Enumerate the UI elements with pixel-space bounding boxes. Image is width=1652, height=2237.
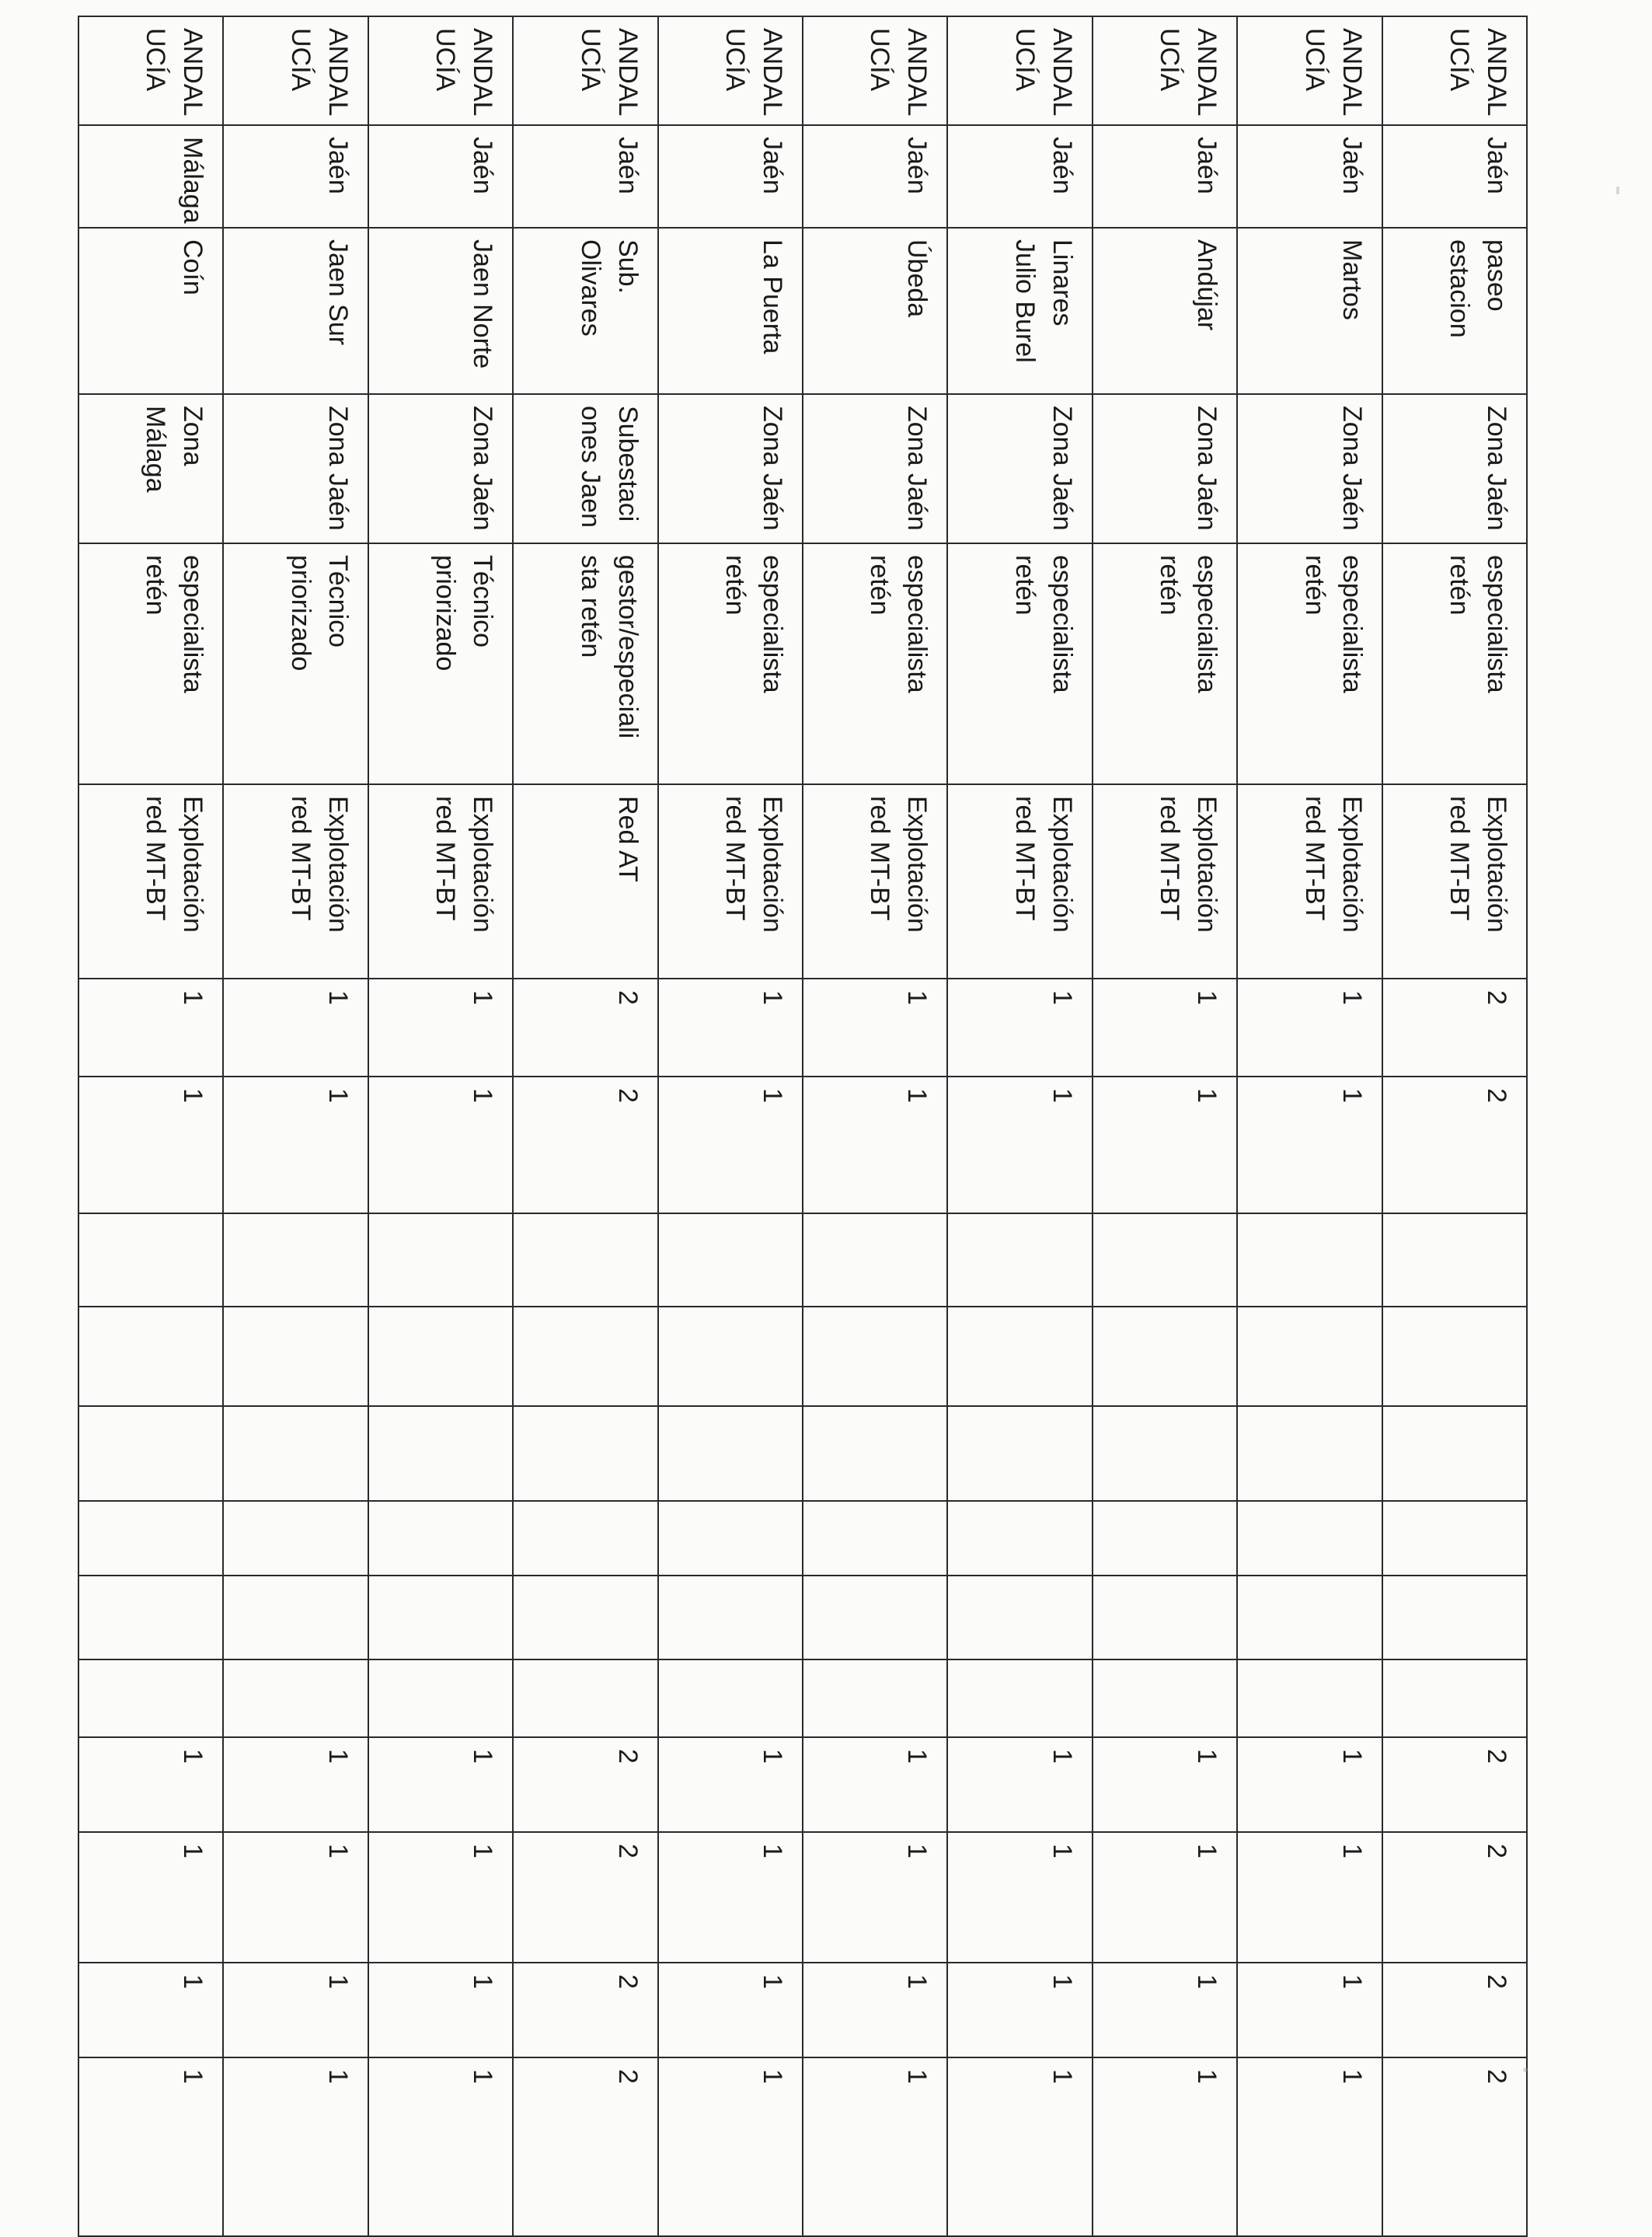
cell-area: Explotación red MT-BT	[947, 784, 1092, 979]
cell-e3	[223, 1406, 368, 1501]
cell-e1	[947, 1213, 1092, 1307]
cell-m3: 1	[1093, 1963, 1237, 2057]
cell-e3	[513, 1406, 657, 1501]
cell-region: ANDAL UCÍA	[1093, 16, 1237, 125]
cell-e4	[658, 1501, 803, 1576]
cell-m2: 1	[223, 1832, 368, 1963]
cell-m4: 1	[658, 2057, 803, 2236]
cell-e6	[1093, 1659, 1237, 1737]
cell-center: Linares Julio Burel	[947, 228, 1092, 394]
cell-region: ANDAL UCÍA	[803, 16, 947, 125]
table-row	[658, 16, 803, 2236]
cell-n1: 2	[1382, 979, 1527, 1077]
cell-e1	[513, 1213, 657, 1307]
cell-m2: 1	[803, 1832, 947, 1963]
cell-e4	[223, 1501, 368, 1576]
scan-speck	[1616, 187, 1619, 194]
table-row	[947, 16, 1092, 2236]
cell-province: Jaén	[658, 125, 803, 228]
cell-e6	[803, 1659, 947, 1737]
cell-e2	[1237, 1307, 1382, 1406]
cell-zone: Zona Jaén	[1237, 394, 1382, 543]
cell-e3	[368, 1406, 513, 1501]
cell-m4: 1	[223, 2057, 368, 2236]
cell-e4	[513, 1501, 657, 1576]
cell-e4	[947, 1501, 1092, 1576]
cell-center: paseo estacion	[1382, 228, 1527, 394]
cell-e6	[223, 1659, 368, 1737]
cell-n2: 1	[1237, 1077, 1382, 1213]
cell-e5	[368, 1576, 513, 1659]
cell-m1: 1	[658, 1737, 803, 1832]
cell-e2	[78, 1307, 223, 1406]
cell-e3	[658, 1406, 803, 1501]
cell-e6	[658, 1659, 803, 1737]
cell-center: Sub. Olivares	[513, 228, 657, 394]
cell-area: Explotación red MT-BT	[368, 784, 513, 979]
cell-province: Jaén	[803, 125, 947, 228]
cell-province: Jaén	[947, 125, 1092, 228]
cell-e2	[658, 1307, 803, 1406]
cell-m4: 1	[803, 2057, 947, 2236]
cell-role: especialista retén	[1382, 543, 1527, 784]
cell-region: ANDAL UCÍA	[513, 16, 657, 125]
staffing-table	[78, 16, 1528, 2237]
cell-m1: 2	[1382, 1737, 1527, 1832]
cell-e1	[658, 1213, 803, 1307]
cell-zone: Zona Jaén	[1382, 394, 1527, 543]
cell-role: especialista retén	[1093, 543, 1237, 784]
cell-m2: 1	[1237, 1832, 1382, 1963]
table-row	[78, 16, 223, 2236]
cell-n1: 1	[658, 979, 803, 1077]
table-row	[1382, 16, 1527, 2236]
cell-role: gestor/especiali sta retén	[513, 543, 657, 784]
cell-m1: 2	[513, 1737, 657, 1832]
cell-e1	[368, 1213, 513, 1307]
cell-e4	[368, 1501, 513, 1576]
cell-n1: 1	[1093, 979, 1237, 1077]
cell-e3	[78, 1406, 223, 1501]
cell-center: Jaen Sur	[223, 228, 368, 394]
cell-province: Jaén	[368, 125, 513, 228]
cell-province: Jaén	[1237, 125, 1382, 228]
cell-e3	[1237, 1406, 1382, 1501]
cell-region: ANDAL UCÍA	[1382, 16, 1527, 125]
cell-e2	[368, 1307, 513, 1406]
cell-e5	[1382, 1576, 1527, 1659]
table-row	[1237, 16, 1382, 2236]
cell-n1: 1	[803, 979, 947, 1077]
cell-n2: 1	[803, 1077, 947, 1213]
cell-n2: 2	[513, 1077, 657, 1213]
cell-role: especialista retén	[803, 543, 947, 784]
cell-n2: 1	[368, 1077, 513, 1213]
cell-m2: 2	[513, 1832, 657, 1963]
cell-region: ANDAL UCÍA	[947, 16, 1092, 125]
cell-province: Jaén	[1382, 125, 1527, 228]
cell-role: especialista retén	[947, 543, 1092, 784]
cell-e1	[1382, 1213, 1527, 1307]
cell-region: ANDAL UCÍA	[368, 16, 513, 125]
cell-n1: 2	[513, 979, 657, 1077]
cell-e6	[1382, 1659, 1527, 1737]
cell-role: especialista retén	[658, 543, 803, 784]
cell-e5	[223, 1576, 368, 1659]
cell-m3: 1	[223, 1963, 368, 2057]
cell-e2	[1093, 1307, 1237, 1406]
cell-center: La Puerta	[658, 228, 803, 394]
table-row	[803, 16, 947, 2236]
cell-m3: 2	[513, 1963, 657, 2057]
cell-n2: 2	[1382, 1077, 1527, 1213]
cell-e4	[1382, 1501, 1527, 1576]
cell-m1: 1	[1093, 1737, 1237, 1832]
cell-zone: Zona Jaén	[947, 394, 1092, 543]
cell-zone: Zona Jaén	[368, 394, 513, 543]
cell-m2: 1	[78, 1832, 223, 1963]
cell-zone: Zona Jaén	[658, 394, 803, 543]
cell-province: Málaga	[78, 125, 223, 228]
cell-n2: 1	[223, 1077, 368, 1213]
cell-m3: 1	[803, 1963, 947, 2057]
cell-center: Jaen Norte	[368, 228, 513, 394]
cell-area: Explotación red MT-BT	[1093, 784, 1237, 979]
cell-m4: 1	[1093, 2057, 1237, 2236]
cell-m2: 1	[658, 1832, 803, 1963]
cell-m3: 1	[368, 1963, 513, 2057]
table-body	[78, 16, 1527, 2236]
cell-area: Explotación red MT-BT	[658, 784, 803, 979]
cell-e2	[513, 1307, 657, 1406]
cell-e6	[513, 1659, 657, 1737]
scan-speck	[1523, 2068, 1528, 2072]
cell-e6	[368, 1659, 513, 1737]
cell-m4: 1	[368, 2057, 513, 2236]
cell-e2	[947, 1307, 1092, 1406]
cell-role: especialista retén	[1237, 543, 1382, 784]
cell-center: Coín	[78, 228, 223, 394]
cell-m4: 2	[1382, 2057, 1527, 2236]
cell-center: Martos	[1237, 228, 1382, 394]
cell-m1: 1	[368, 1737, 513, 1832]
cell-province: Jaén	[223, 125, 368, 228]
cell-e6	[947, 1659, 1092, 1737]
table-row	[368, 16, 513, 2236]
cell-n1: 1	[223, 979, 368, 1077]
cell-e3	[803, 1406, 947, 1501]
cell-province: Jaén	[513, 125, 657, 228]
cell-e5	[658, 1576, 803, 1659]
cell-m4: 1	[1237, 2057, 1382, 2236]
cell-zone: Zona Jaén	[1093, 394, 1237, 543]
cell-m3: 1	[947, 1963, 1092, 2057]
cell-e6	[1237, 1659, 1382, 1737]
cell-e3	[1382, 1406, 1527, 1501]
cell-e6	[78, 1659, 223, 1737]
cell-zone: Zona Jaén	[223, 394, 368, 543]
cell-region: ANDAL UCÍA	[78, 16, 223, 125]
cell-m1: 1	[803, 1737, 947, 1832]
cell-m1: 1	[223, 1737, 368, 1832]
cell-province: Jaén	[1093, 125, 1237, 228]
cell-area: Explotación red MT-BT	[1237, 784, 1382, 979]
cell-area: Explotación red MT-BT	[78, 784, 223, 979]
cell-role: Técnico priorizado	[223, 543, 368, 784]
cell-area: Explotación red MT-BT	[223, 784, 368, 979]
cell-area: Explotación red MT-BT	[803, 784, 947, 979]
cell-region: ANDAL UCÍA	[223, 16, 368, 125]
cell-e4	[1093, 1501, 1237, 1576]
cell-e1	[78, 1213, 223, 1307]
cell-zone: Zona Málaga	[78, 394, 223, 543]
cell-e1	[1237, 1213, 1382, 1307]
cell-region: ANDAL UCÍA	[1237, 16, 1382, 125]
cell-m1: 1	[78, 1737, 223, 1832]
cell-e1	[803, 1213, 947, 1307]
cell-zone: Subestaci ones Jaen	[513, 394, 657, 543]
cell-e4	[803, 1501, 947, 1576]
table-row	[1093, 16, 1237, 2236]
cell-m4: 2	[513, 2057, 657, 2236]
cell-m4: 1	[78, 2057, 223, 2236]
cell-e2	[223, 1307, 368, 1406]
cell-e2	[1382, 1307, 1527, 1406]
cell-center: Andújar	[1093, 228, 1237, 394]
cell-zone: Zona Jaén	[803, 394, 947, 543]
cell-e5	[803, 1576, 947, 1659]
cell-e4	[1237, 1501, 1382, 1576]
cell-e2	[803, 1307, 947, 1406]
cell-m2: 1	[1093, 1832, 1237, 1963]
cell-e3	[1093, 1406, 1237, 1501]
cell-n2: 1	[78, 1077, 223, 1213]
cell-n1: 1	[1237, 979, 1382, 1077]
cell-m1: 1	[1237, 1737, 1382, 1832]
cell-center: Úbeda	[803, 228, 947, 394]
cell-e1	[223, 1213, 368, 1307]
cell-m1: 1	[947, 1737, 1092, 1832]
cell-e1	[1093, 1213, 1237, 1307]
cell-e5	[1093, 1576, 1237, 1659]
table-row	[513, 16, 657, 2236]
cell-n2: 1	[947, 1077, 1092, 1213]
cell-e5	[78, 1576, 223, 1659]
cell-area: Red AT	[513, 784, 657, 979]
cell-m3: 2	[1382, 1963, 1527, 2057]
cell-e5	[947, 1576, 1092, 1659]
cell-n2: 1	[1093, 1077, 1237, 1213]
cell-m2: 2	[1382, 1832, 1527, 1963]
cell-n1: 1	[368, 979, 513, 1077]
cell-e3	[947, 1406, 1092, 1501]
cell-role: Técnico priorizado	[368, 543, 513, 784]
cell-m4: 1	[947, 2057, 1092, 2236]
cell-m3: 1	[658, 1963, 803, 2057]
cell-region: ANDAL UCÍA	[658, 16, 803, 125]
cell-n1: 1	[947, 979, 1092, 1077]
cell-m3: 1	[1237, 1963, 1382, 2057]
cell-m2: 1	[368, 1832, 513, 1963]
cell-e4	[78, 1501, 223, 1576]
cell-area: Explotación red MT-BT	[1382, 784, 1527, 979]
cell-role: especialista retén	[78, 543, 223, 784]
cell-m3: 1	[78, 1963, 223, 2057]
cell-n1: 1	[78, 979, 223, 1077]
cell-n2: 1	[658, 1077, 803, 1213]
cell-m2: 1	[947, 1832, 1092, 1963]
cell-e5	[513, 1576, 657, 1659]
cell-e5	[1237, 1576, 1382, 1659]
table-row	[223, 16, 368, 2236]
